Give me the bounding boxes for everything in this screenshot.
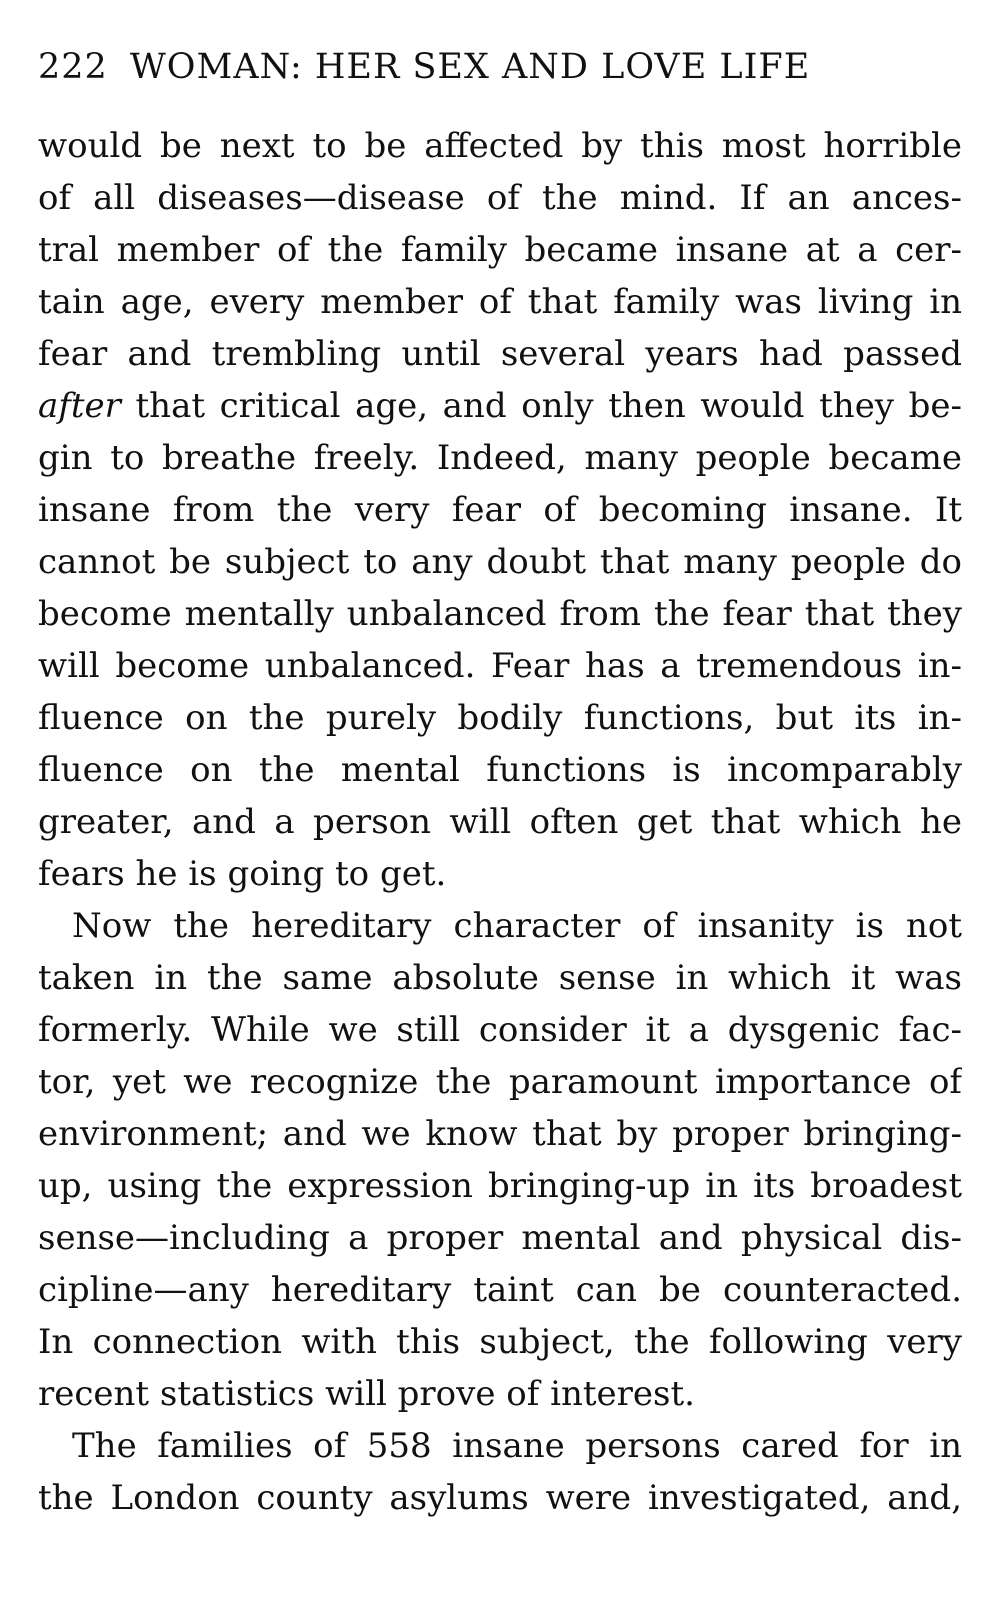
paragraph-2 [38, 900, 962, 1420]
text-line: cannot be subject to any doubt that many people do [38, 542, 962, 582]
text-line: tain age, every member of that family was living in [38, 282, 962, 322]
emphasis-word: after [38, 386, 121, 426]
text-line: gin to breathe freely. Indeed, many people became [38, 438, 962, 478]
text-line: would be next to be affected by this most horrible [38, 126, 962, 166]
text-line: taken in the same absolute sense in which it was [38, 958, 962, 998]
text-line-rest: that critical age, and only then would they be- [135, 386, 962, 426]
text-line: cipline—any hereditary taint can be counteracted. [38, 1270, 962, 1310]
body-text [38, 120, 962, 1524]
text-line: the London county asylums were investigated, and, [38, 1478, 962, 1518]
text-line: Now the hereditary character of insanity is not [72, 906, 962, 946]
text-line: environment; and we know that by proper bringing- [38, 1114, 962, 1154]
text-line: fluence on the mental functions is incomparably [38, 750, 962, 790]
text-line: up, using the expression bringing-up in its broadest [38, 1166, 962, 1206]
running-title: WOMAN: HER SEX AND LOVE LIFE [129, 47, 811, 87]
text-line: The families of 558 insane persons cared for in [72, 1426, 962, 1466]
text-line: recent statistics will prove of interest. [38, 1374, 695, 1414]
text-line: In connection with this subject, the following very [38, 1322, 962, 1362]
text-line: fluence on the purely bodily functions, but its in- [38, 698, 962, 738]
text-line: tral member of the family became insane at a cer- [38, 230, 962, 270]
text-line-with-emphasis [38, 380, 962, 432]
running-header [38, 42, 958, 92]
text-line: fear and trembling until several years had passed [38, 334, 962, 374]
text-line: will become unbalanced. Fear has a tremendous in- [38, 646, 962, 686]
paragraph-1 [38, 120, 962, 900]
text-line: insane from the very fear of becoming insane. It [38, 490, 962, 530]
text-line: of all diseases—disease of the mind. If an ances- [38, 178, 962, 218]
text-line: greater, and a person will often get that which he [38, 802, 962, 842]
text-line: sense—including a proper mental and physical dis- [38, 1218, 962, 1258]
text-line: become mentally unbalanced from the fear that they [38, 594, 962, 634]
paragraph-3 [38, 1420, 962, 1524]
text-line: fears he is going to get. [38, 854, 447, 894]
page-number: 222 [38, 47, 108, 87]
text-line: tor, yet we recognize the paramount importance of [38, 1062, 962, 1102]
text-line: formerly. While we still consider it a dysgenic fac- [38, 1010, 962, 1050]
